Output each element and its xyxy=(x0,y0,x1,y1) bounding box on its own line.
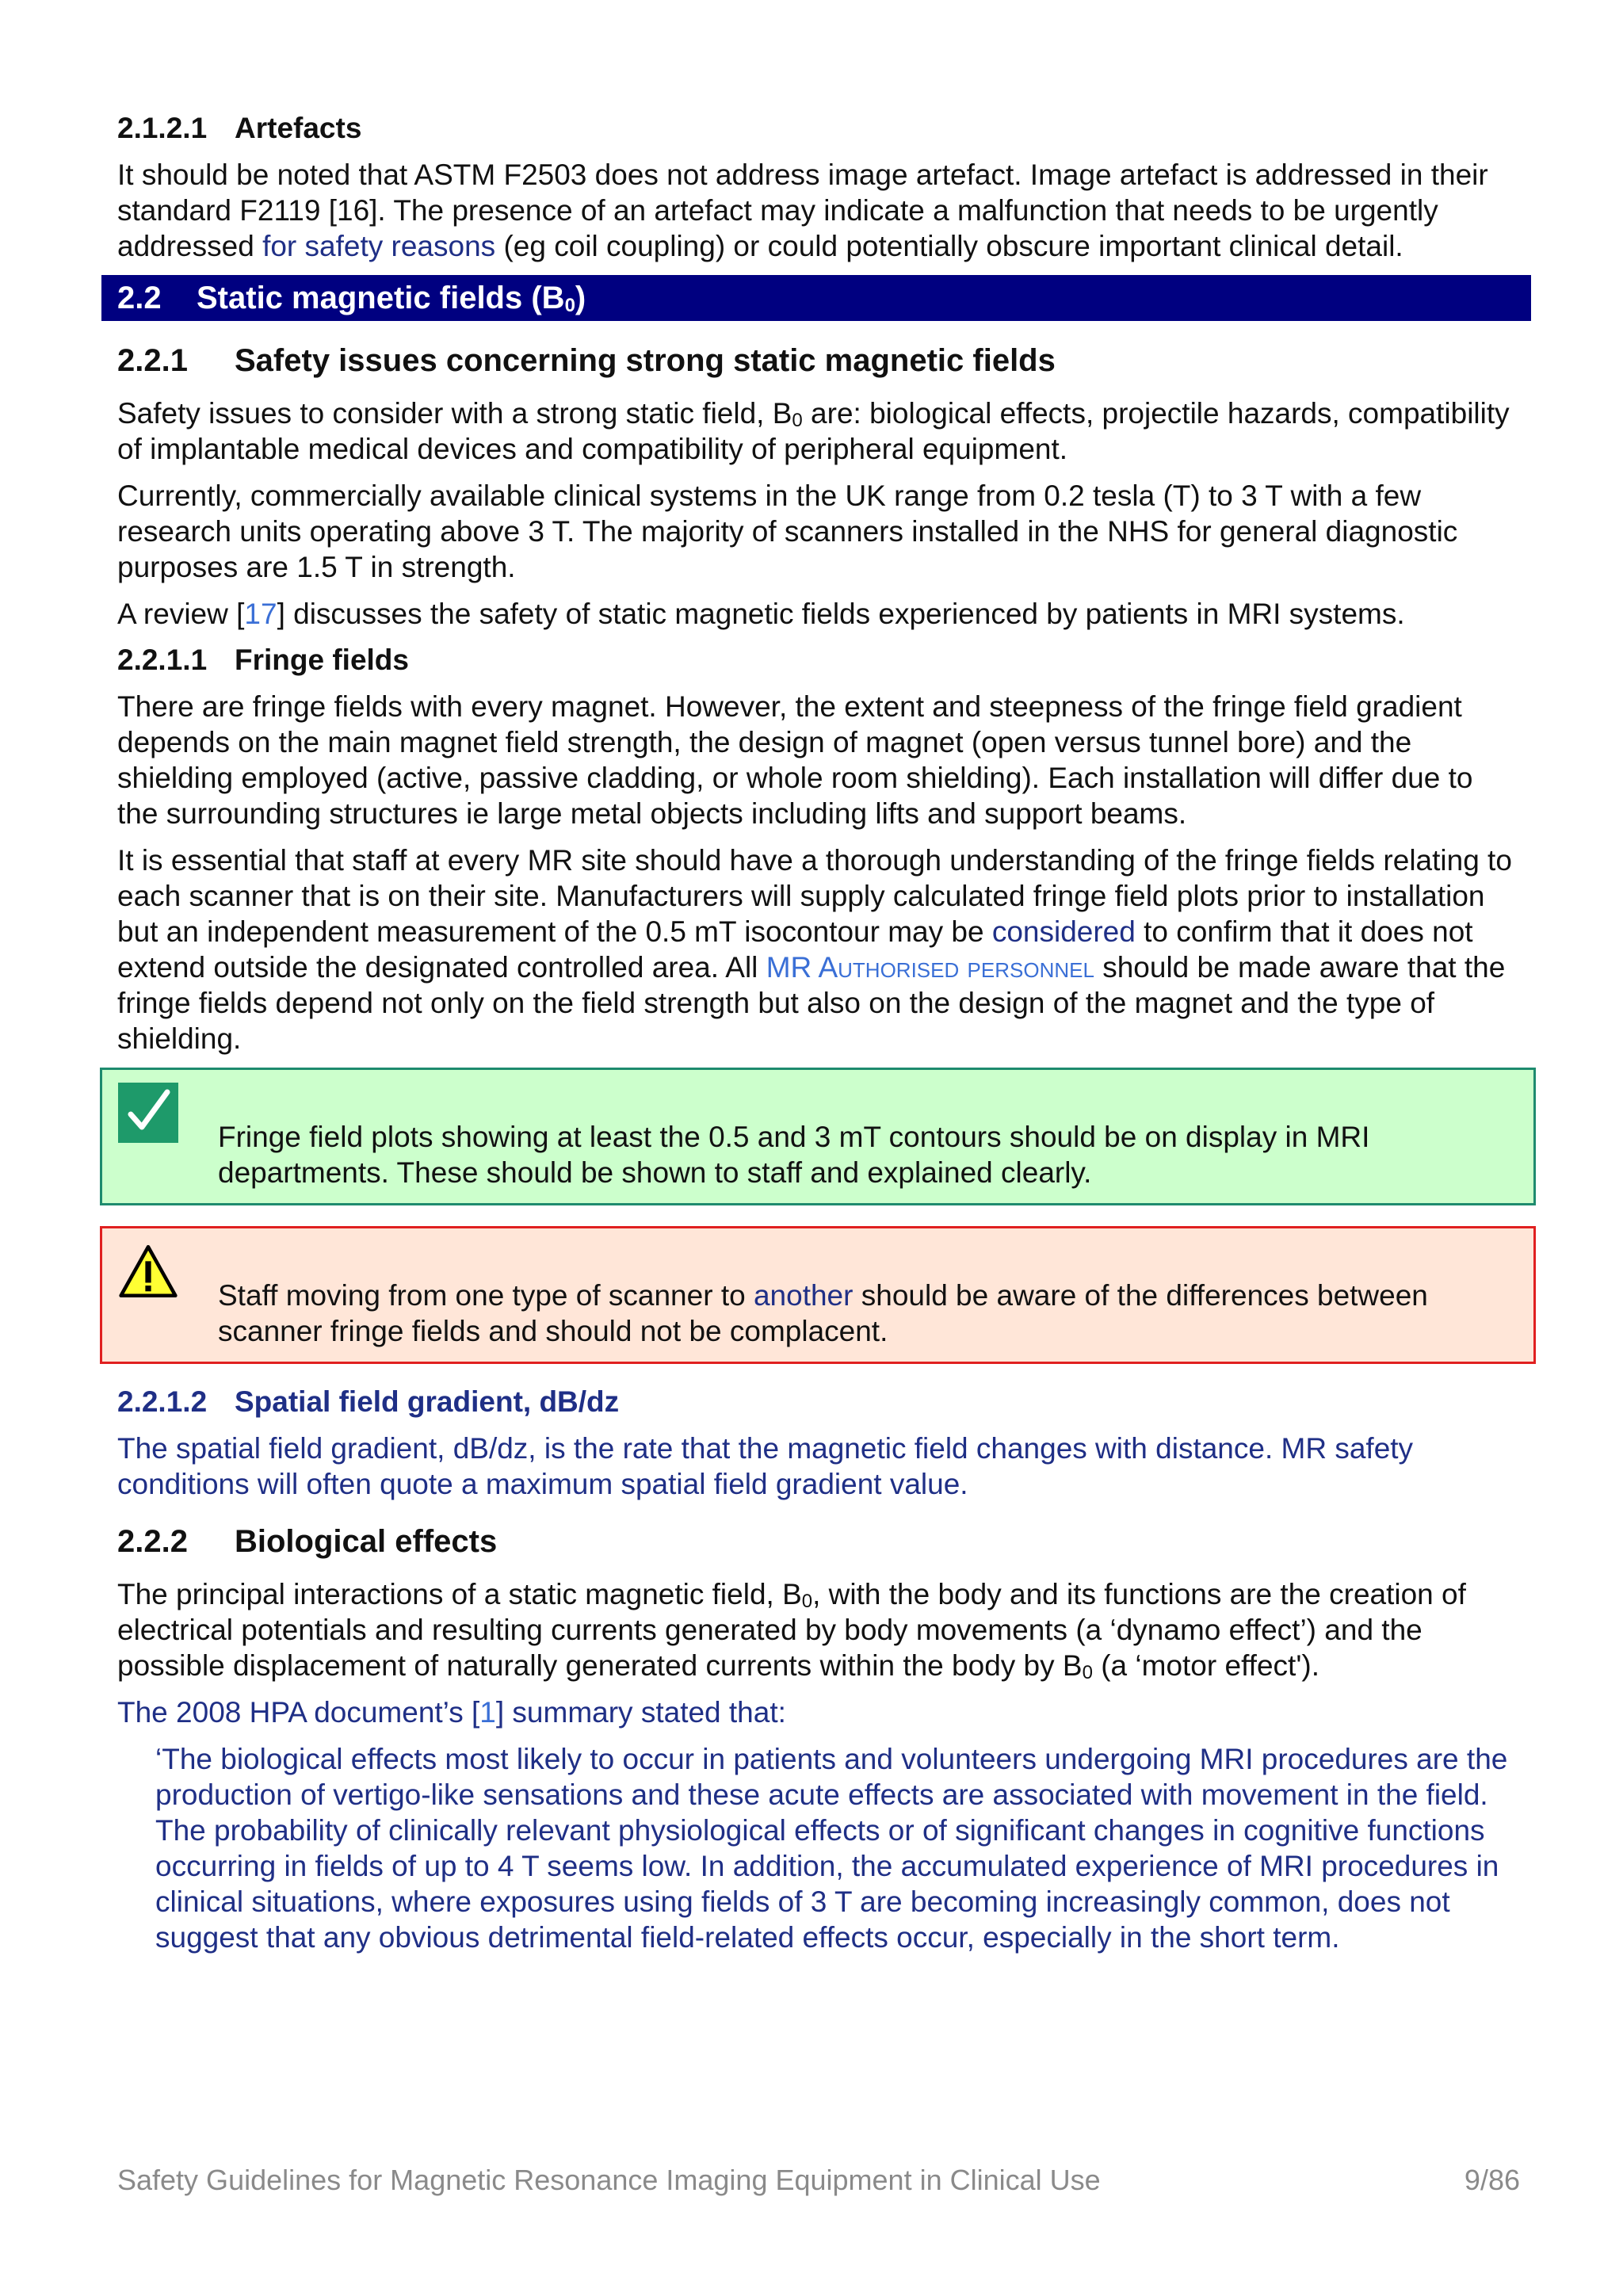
paragraph-artefacts xyxy=(117,157,1520,264)
heading-title: Artefacts xyxy=(235,112,362,144)
heading-number: 2.1.2.1 xyxy=(117,112,208,144)
text-run: The principal interactions of a static magnetic field, B xyxy=(117,1578,802,1610)
text-run: ] discusses the safety of static magnetic fields experienced by patients in MRI systems. xyxy=(277,598,1405,630)
page-number: 9/86 xyxy=(1464,2164,1520,2196)
text-run: ] summary stated that: xyxy=(495,1696,786,1729)
warning-triangle-icon xyxy=(118,1241,178,1301)
hpa-quote: ‘The biological effects most likely to occur in patients and volunteers undergoing MRI procedures are the production of vertigo-like sensations and these acute effects are associated with movement in the field. The probability of clinically relevant physiological effects or of significant changes in cognitive functions occurring in fields of up to 4 T seems low. In addition, the accumulated experience of MRI procedures in clinical situations, where exposures using fields of 3 T are becoming increasingly common, does not suggest that any obvious detrimental field-related effects occur, especially in the short term. xyxy=(155,1743,1508,1954)
heading-number: 2.2.1.1 xyxy=(117,644,208,676)
paragraph-biological-1 xyxy=(117,1576,1520,1683)
paragraph-spatial-gradient: The spatial field gradient, dB/dz, is the rate that the magnetic field changes with distance. MR safety conditions will often quote a maximum spatial field gradient value. xyxy=(117,1432,1414,1500)
text-run: It should be noted that ASTM F2503 does not address image artefact. Image artefact is addressed in their standard F2119 [16]. The presence of an artefact may indicate a malfunction that needs to be urgently addressed xyxy=(117,159,1488,262)
page-content xyxy=(117,111,1520,1955)
text-run: It is essential that staff at every MR site should have a thorough understanding of the fringe fields relating to each scanner that is on their site. Manufacturers will supply calculated fringe field plots prior to installation but an independent measurement of the 0.5 mT isocontour may be xyxy=(117,844,1512,948)
heading-number: 2.2.2 xyxy=(117,1524,188,1559)
paragraph-fringe-1: There are fringe fields with every magnet. However, the extent and steepness of the fringe field gradient depends on the main magnet field strength, the design of magnet (open versus tunnel bore) and the shielding employed (active, passive cladding, or whole room shielding). Each installation will differ due to the surrounding structures ie large metal objects including lifts and support beams. xyxy=(117,690,1473,830)
glossary-link[interactable]: MR Authorised personnel xyxy=(766,951,1094,984)
banner-title: Static magnetic fields (B xyxy=(197,281,565,315)
banner-close: ) xyxy=(575,281,586,315)
heading-spatial-gradient xyxy=(117,1385,1520,1419)
reference-link[interactable]: 1 xyxy=(479,1696,496,1729)
text-run: should be made aware that the fringe fields depend not only on the field strength but also on the design of the magnet and the type of shielding. xyxy=(117,951,1506,1055)
heading-title: Biological effects xyxy=(235,1524,498,1559)
text-run: (a ‘motor effect'). xyxy=(1092,1649,1319,1682)
warning-callout xyxy=(100,1226,1536,1364)
paragraph-uk-systems: Currently, commercially available clinical systems in the UK range from 0.2 tesla (T) to 3 T with a few research units operating above 3 T. The majority of scanners installed in the NHS for general diagnostic purposes are 1.5 T in strength. xyxy=(117,479,1458,583)
paragraph-safety-issues xyxy=(117,395,1520,467)
paragraph-review xyxy=(117,596,1520,632)
text-run-highlight: considered xyxy=(991,915,1136,948)
callout-text-highlight: another xyxy=(753,1279,854,1312)
heading-title: Safety issues concerning strong static magnetic fields xyxy=(235,343,1056,378)
heading-fringe-fields xyxy=(117,643,1520,678)
heading-safety-issues xyxy=(117,342,1520,380)
subscript: 0 xyxy=(801,1591,813,1612)
subscript: 0 xyxy=(792,410,803,431)
heading-title: Spatial field gradient, dB/dz xyxy=(235,1385,620,1418)
paragraph-fringe-2 xyxy=(117,842,1520,1056)
text-run: are: biological effects, projectile hazards, compatibility of implantable medical devices and compatibility of peripheral equipment. xyxy=(117,397,1510,465)
heading-biological-effects xyxy=(117,1522,1520,1561)
heading-number: 2.2.1 xyxy=(117,343,188,378)
heading-artefacts xyxy=(117,111,1520,146)
text-run-highlight: for safety reasons xyxy=(262,230,496,262)
text-run: A review [ xyxy=(117,598,245,630)
reference-link[interactable]: 17 xyxy=(244,598,277,630)
banner-number: 2.2 xyxy=(117,281,162,315)
text-run: , with the body and its functions are the creation of electrical potentials and resulting currents generated by body movements (a ‘dynamo effect’) and the possible displacement of naturally generated currents within the body by B xyxy=(117,1578,1466,1682)
footer-title: Safety Guidelines for Magnetic Resonance Imaging Equipment in Clinical Use xyxy=(117,2164,1101,2196)
page-footer xyxy=(117,2164,1520,2197)
callout-text: Staff moving from one type of scanner to xyxy=(218,1279,754,1312)
callout-text: should be aware of the differences between scanner fringe fields and should not be complacent. xyxy=(218,1279,1428,1347)
text-run: The 2008 HPA document’s [ xyxy=(117,1696,480,1729)
callout-text: Fringe field plots showing at least the 0.5 and 3 mT contours should be on display in MRI departments. These should be shown to staff and explained clearly. xyxy=(218,1121,1370,1189)
subscript: 0 xyxy=(1082,1662,1093,1683)
text-run: Safety issues to consider with a strong static field, B xyxy=(117,397,792,430)
heading-number: 2.2.1.2 xyxy=(117,1385,208,1418)
checkmark-icon xyxy=(118,1083,178,1143)
text-run: (eg coil coupling) or could potentially obscure important clinical detail. xyxy=(495,230,1403,262)
paragraph-hpa-summary xyxy=(117,1694,1520,1730)
good-practice-callout xyxy=(100,1068,1536,1205)
section-banner-static-fields xyxy=(101,275,1531,321)
banner-subscript: 0 xyxy=(564,295,575,316)
heading-title: Fringe fields xyxy=(235,644,409,676)
text-run: to confirm that it does not extend outside the designated controlled area. All xyxy=(117,915,1473,984)
